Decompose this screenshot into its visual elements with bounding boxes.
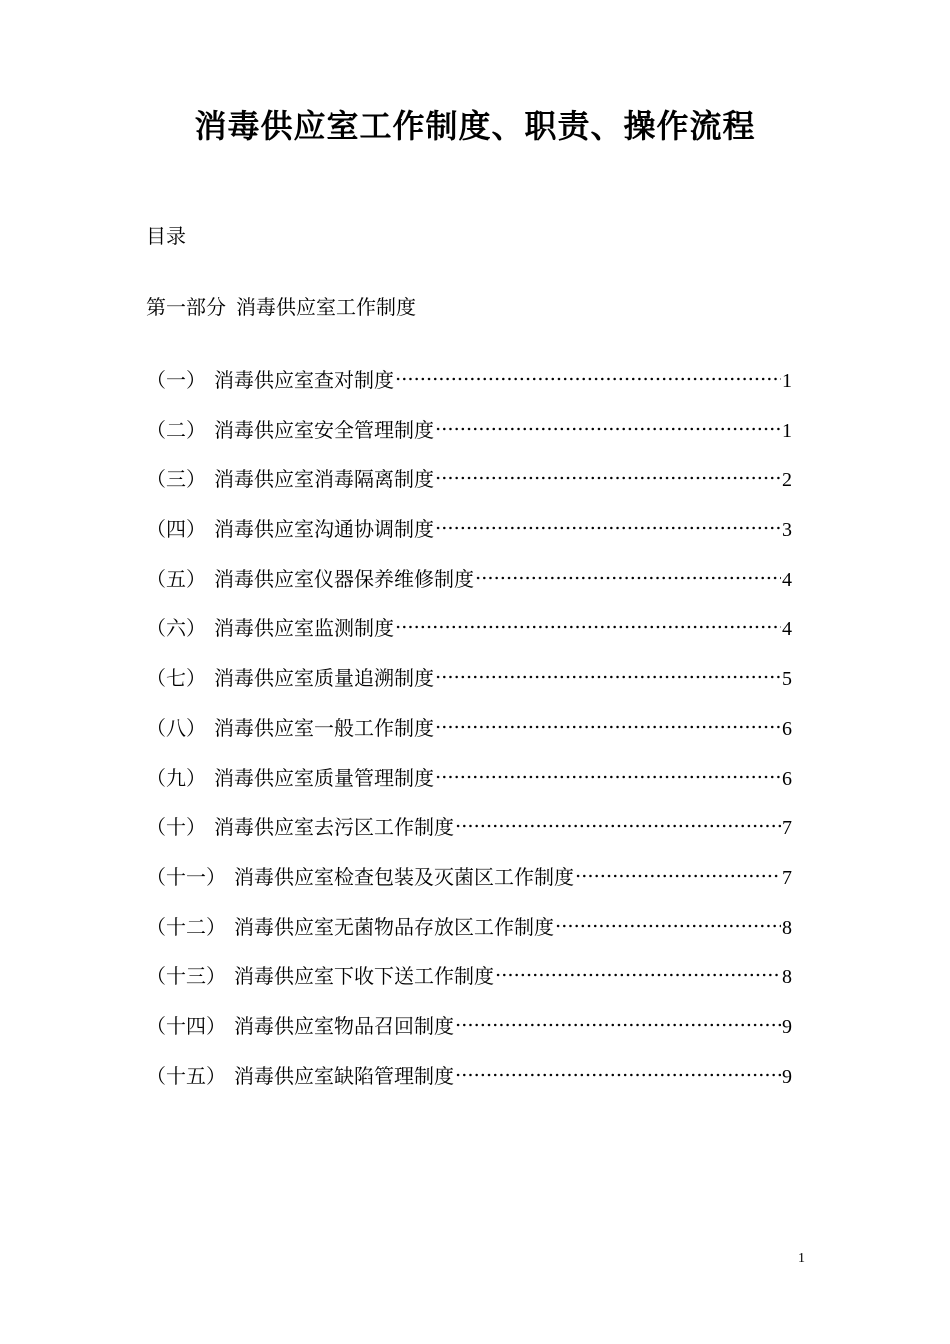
toc-entry-number: （十三） bbox=[146, 964, 226, 989]
toc-entry-number: （十一） bbox=[146, 864, 226, 889]
toc-dot-leader bbox=[495, 965, 781, 985]
toc-entry[interactable] bbox=[146, 1012, 792, 1062]
toc-dot-leader bbox=[435, 767, 781, 787]
toc-dot-leader bbox=[395, 369, 781, 389]
toc-entry-number: （三） bbox=[146, 467, 206, 492]
toc-entry-page: 2 bbox=[782, 469, 792, 492]
toc-entry-page: 3 bbox=[782, 519, 792, 542]
toc-dot-leader bbox=[435, 717, 781, 737]
toc-entry-page: 9 bbox=[782, 1065, 792, 1088]
toc-entry[interactable] bbox=[146, 465, 792, 515]
toc-heading: 目录 bbox=[146, 224, 186, 248]
toc-entry-title: 消毒供应室仪器保养维修制度 bbox=[214, 566, 474, 591]
toc-dot-leader bbox=[475, 568, 781, 588]
toc-entry-title: 消毒供应室缺陷管理制度 bbox=[234, 1063, 454, 1088]
toc-dot-leader bbox=[455, 816, 781, 836]
toc-entry-page: 8 bbox=[782, 966, 792, 989]
toc-entry-number: （四） bbox=[146, 517, 206, 542]
toc-entry-page: 9 bbox=[782, 1015, 792, 1038]
toc-entry-page: 7 bbox=[782, 817, 792, 840]
toc-entry-title: 消毒供应室消毒隔离制度 bbox=[214, 467, 434, 492]
toc-entry-number: （一） bbox=[146, 368, 206, 392]
toc-entry[interactable] bbox=[146, 764, 792, 814]
toc-entry-title: 消毒供应室质量管理制度 bbox=[214, 765, 434, 790]
toc-entry-page: 8 bbox=[782, 916, 792, 939]
part-label: 第一部分 bbox=[146, 295, 226, 319]
toc-entry-page: 1 bbox=[782, 419, 792, 442]
toc-entry[interactable] bbox=[146, 863, 792, 913]
toc-entry-number: （五） bbox=[146, 566, 206, 591]
toc-entry[interactable] bbox=[146, 515, 792, 565]
toc-entry[interactable] bbox=[146, 962, 792, 1012]
toc-entry[interactable] bbox=[146, 614, 792, 664]
toc-entry-number: （十四） bbox=[146, 1013, 226, 1038]
toc-dot-leader bbox=[455, 1015, 781, 1035]
toc-entry-title: 消毒供应室安全管理制度 bbox=[214, 417, 434, 442]
toc-entry[interactable] bbox=[146, 913, 792, 963]
toc-entry-title: 消毒供应室监测制度 bbox=[214, 616, 394, 641]
toc-entry-page: 6 bbox=[782, 717, 792, 740]
toc-entry[interactable] bbox=[146, 565, 792, 615]
toc-entry-number: （十二） bbox=[146, 914, 226, 939]
toc-dot-leader bbox=[435, 419, 781, 439]
toc-entry-number: （七） bbox=[146, 666, 206, 691]
toc-entry-title: 消毒供应室检查包装及灭菌区工作制度 bbox=[234, 864, 574, 889]
toc-dot-leader bbox=[435, 518, 781, 538]
toc-entry-page: 6 bbox=[782, 767, 792, 790]
page-number: 1 bbox=[798, 1251, 805, 1266]
toc-dot-leader bbox=[455, 1065, 781, 1085]
toc-entry-number: （六） bbox=[146, 616, 206, 641]
toc-entry-number: （十五） bbox=[146, 1063, 226, 1088]
toc-entry[interactable] bbox=[146, 416, 792, 466]
toc-entry-page: 4 bbox=[782, 618, 792, 641]
toc-entry-title: 消毒供应室物品召回制度 bbox=[234, 1013, 454, 1038]
toc-entry[interactable] bbox=[146, 664, 792, 714]
toc-entry[interactable] bbox=[146, 366, 792, 416]
toc-dot-leader bbox=[435, 468, 781, 488]
toc-entry-page: 5 bbox=[782, 668, 792, 691]
toc-entry-number: （九） bbox=[146, 765, 206, 790]
part-name: 消毒供应室工作制度 bbox=[236, 295, 416, 319]
toc-entry-title: 消毒供应室沟通协调制度 bbox=[214, 517, 434, 542]
toc-entry-page: 1 bbox=[782, 370, 792, 392]
toc-dot-leader bbox=[555, 916, 781, 936]
toc-entry-title: 消毒供应室下收下送工作制度 bbox=[234, 964, 494, 989]
toc-entry-number: （十） bbox=[146, 815, 206, 840]
toc-dot-leader bbox=[575, 866, 781, 886]
toc-entry-title: 消毒供应室查对制度 bbox=[214, 368, 394, 392]
toc-entry[interactable] bbox=[146, 1062, 792, 1112]
document-title: 消毒供应室工作制度、职责、操作流程 bbox=[194, 107, 756, 145]
toc-entry-number: （八） bbox=[146, 715, 206, 740]
toc-entry-page: 7 bbox=[782, 866, 792, 889]
part-heading bbox=[146, 293, 416, 321]
toc-entry-page: 4 bbox=[782, 568, 792, 591]
toc-entry-number: （二） bbox=[146, 417, 206, 442]
toc-dot-leader bbox=[435, 667, 781, 687]
toc-dot-leader bbox=[395, 617, 781, 637]
toc-entry-title: 消毒供应室去污区工作制度 bbox=[214, 815, 454, 840]
toc-entry[interactable] bbox=[146, 714, 792, 764]
toc-entry[interactable] bbox=[146, 813, 792, 863]
toc-entry-title: 消毒供应室一般工作制度 bbox=[214, 715, 434, 740]
toc-list bbox=[146, 366, 792, 1111]
toc-entry-title: 消毒供应室质量追溯制度 bbox=[214, 666, 434, 691]
toc-entry-title: 消毒供应室无菌物品存放区工作制度 bbox=[234, 914, 554, 939]
